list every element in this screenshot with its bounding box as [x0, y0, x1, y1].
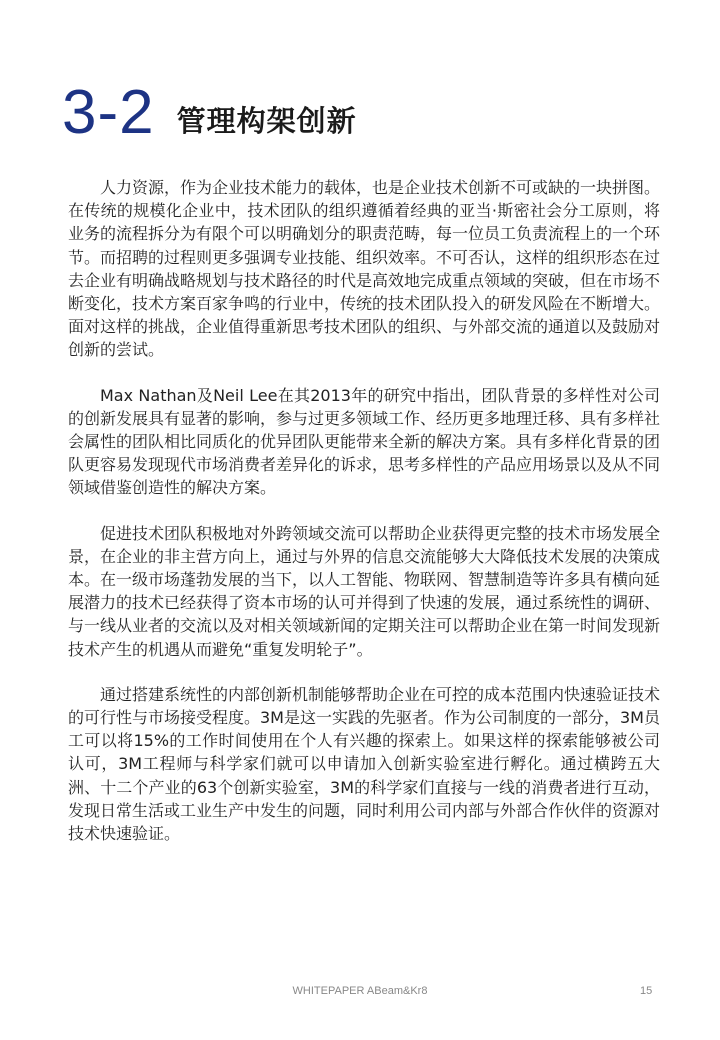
- paragraph-1: 人力资源，作为企业技术能力的载体，也是企业技术创新不可或缺的一块拼图。在传统的规模化企业中，技术团队的组织遵循着经典的亚当·斯密社会分工原则，将业务的流程拆分为有限个可以明确划分的职责范畴，每一位员工负责流程上的一个环节。而招聘的过程则更多强调专业技能、组织效率。不可否认，这样的组织形态在过去企业有明确战略规划与技术路径的时代是高效地完成重点领域的突破，但在市场不断变化，技术方案百家争鸣的行业中，传统的技术团队投入的研发风险在不断增大。面对这样的挑战，企业值得重新思考技术团队的组织、与外部交流的通道以及鼓励对创新的尝试。: [68, 178, 661, 360]
- section-number: 3-2: [62, 78, 155, 147]
- section-heading: [62, 78, 357, 147]
- paragraph-4: 通过搭建系统性的内部创新机制能够帮助企业在可控的成本范围内快速验证技术的可行性与市场接受程度。3M是这一实践的先驱者。作为公司制度的一部分，3M员工可以将15%的工作时间使用在个人有兴趣的探索上。如果这样的探索能够被公司认可，3M工程师与科学家们就可以申请加入创新实验室进行孵化。通过横跨五大洲、十二个产业的63个创新实验室，3M的科学家们直接与一线的消费者进行互动，发现日常生活或工业生产中发生的问题，同时利用公司内部与外部合作伙伴的资源对技术快速验证。: [68, 684, 661, 844]
- page-number: 15: [640, 985, 653, 997]
- footer-title: WHITEPAPER ABeam&Kr8: [292, 985, 428, 997]
- paragraph-2: Max Nathan及Neil Lee在其2013年的研究中指出，团队背景的多样性对公司的创新发展具有显著的影响，参与过更多领域工作、经历更多地理迁移、具有多样社会属性的团队相比同质化的优异团队更能带来全新的解决方案。具有多样化背景的团队更容易发现现代市场消费者差异化的诉求，思考多样性的产品应用场景以及从不同领域借鉴创造性的解决方案。: [68, 385, 661, 498]
- section-title: 管理构架创新: [176, 104, 357, 138]
- body-text: [68, 176, 660, 867]
- paragraph-3: 促进技术团队积极地对外跨领域交流可以帮助企业获得更完整的技术市场发展全景，在企业的非主营方向上，通过与外界的信息交流能够大大降低技术发展的决策成本。在一级市场蓬勃发展的当下，以人工智能、物联网、智慧制造等许多具有横向延展潜力的技术已经获得了资本市场的认可并得到了快速的发展，通过系统性的调研、与一线从业者的交流以及对相关领域新闻的定期关注可以帮助企业在第一时间发现新技术产生的机遇从而避免“重复发明轮子”。: [68, 523, 661, 659]
